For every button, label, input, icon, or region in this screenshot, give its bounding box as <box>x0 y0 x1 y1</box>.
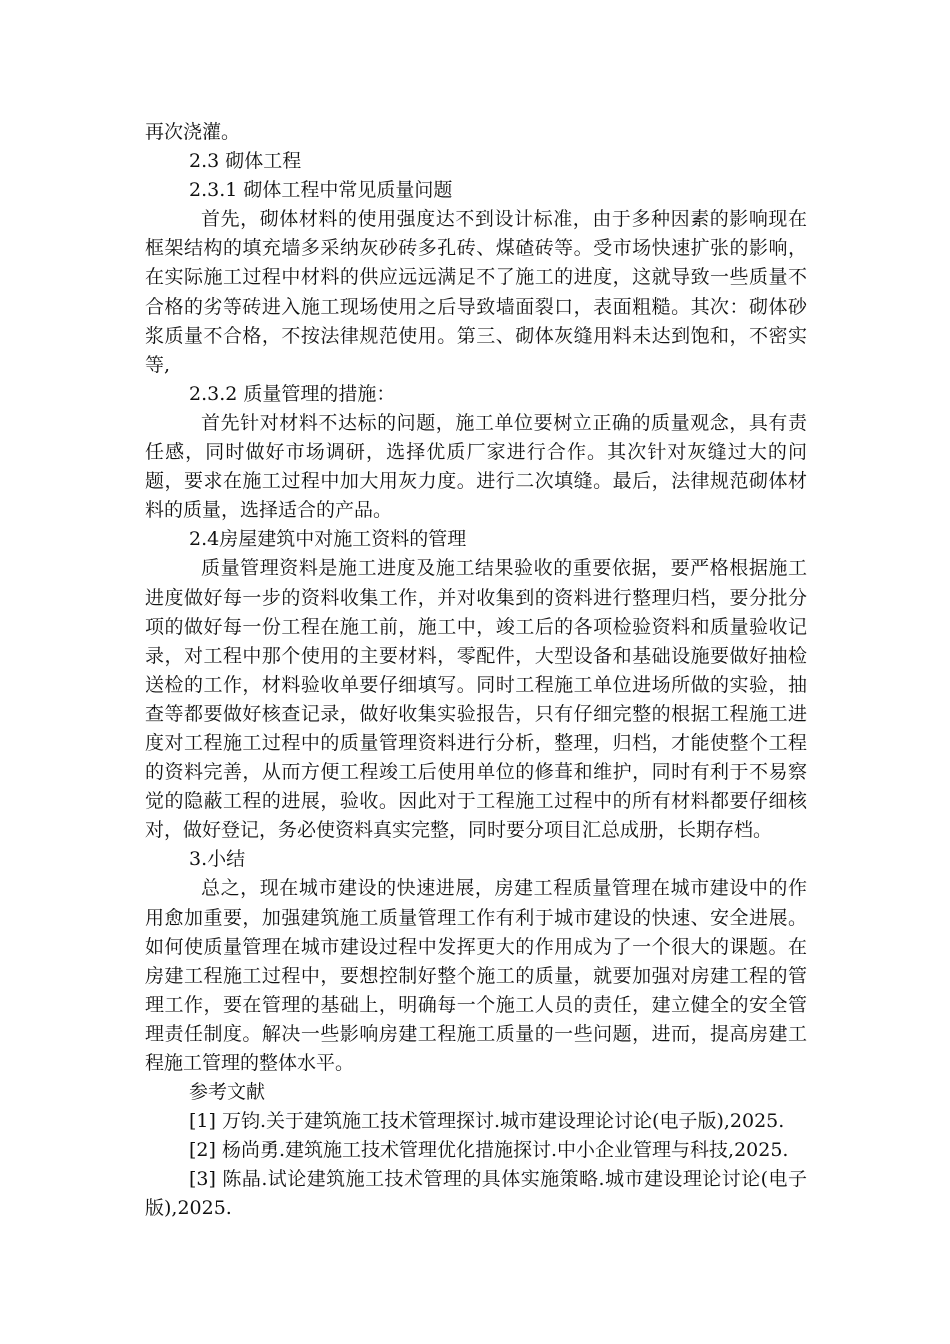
section-3-heading: 3.小结 <box>189 848 246 871</box>
references-heading: 参考文献 <box>189 1081 266 1104</box>
document-page <box>145 118 807 1224</box>
reference-item-3: [3] 陈晶.试论建筑施工技术管理的具体实施策略.城市建设理论讨论(电子版),2025. <box>145 1168 807 1220</box>
reference-item-1: [1] 万钧.关于建筑施工技术管理探讨.城市建设理论讨论(电子版),2025. <box>189 1110 785 1133</box>
reference-item-2: [2] 杨尚勇.建筑施工技术管理优化措施探讨.中小企业管理与科技,2025. <box>189 1139 789 1162</box>
section-2-3-1-body: 首先，砌体材料的使用强度达不到设计标准，由于多种因素的影响现在框架结构的填充墙多采纳灰砂砖多孔砖、煤碴砖等。受市场快速扩张的影响，在实际施工过程中材料的供应远远满足不了施工的进度，这就导致一些质量不合格的劣等砖进入施工现场使用之后导致墙面裂口，表面粗糙。其次：砌体砂浆质量不合格，不按法律规范使用。第三、砌体灰缝用料未达到饱和，不密实等, <box>145 208 807 376</box>
section-2-4-body: 质量管理资料是施工进度及施工结果验收的重要依据，要严格根据施工进度做好每一步的资料收集工作，并对收集到的资料进行整理归档，要分批分项的做好每一份工程在施工前，施工中，竣工后的各项检验资料和质量验收记录，对工程中那个使用的主要材料，零配件，大型设备和基础设施要做好抽检送检的工作，材料验收单要仔细填写。同时工程施工单位进场所做的实验，抽查等都要做好核查记录，做好收集实验报告，只有仔细完整的根据工程施工进度对工程施工过程中的质量管理资料进行分析，整理，归档，才能使整个工程的资料完善，从而方便工程竣工后使用单位的修葺和维护，同时有利于不易察觉的隐蔽工程的进展，验收。因此对于工程施工过程中的所有材料都要仔细核对，做好登记，务必使资料真实完整，同时要分项目汇总成册，长期存档。 <box>145 557 807 842</box>
section-2-4-heading: 2.4房屋建筑中对施工资料的管理 <box>189 528 467 551</box>
section-2-3-2-heading: 2.3.2 质量管理的措施： <box>189 382 396 405</box>
section-2-3-heading: 2.3 砌体工程 <box>189 150 302 173</box>
section-2-3-2-body: 首先针对材料不达标的问题，施工单位要树立正确的质量观念，具有责任感，同时做好市场调研，选择优质厂家进行合作。其次针对灰缝过大的问题，要求在施工过程中加大用灰力度。进行二次填缝。最后，法律规范砌体材料的质量，选择适合的产品。 <box>145 411 807 522</box>
section-3-body: 总之，现在城市建设的快速进展，房建工程质量管理在城市建设中的作用愈加重要，加强建筑施工质量管理工作有利于城市建设的快速、安全进展。如何使质量管理在城市建设过程中发挥更大的作用成为了一个很大的课题。在房建工程施工过程中，要想控制好整个施工的质量，就要加强对房建工程的管理工作，要在管理的基础上，明确每一个施工人员的责任，建立健全的安全管理责任制度。解决一些影响房建工程施工质量的一些问题，进而，提高房建工程施工管理的整体水平。 <box>145 877 807 1074</box>
section-2-3-1-heading: 2.3.1 砌体工程中常见质量问题 <box>189 179 453 202</box>
continuation-text: 再次浇灌。 <box>145 121 241 143</box>
